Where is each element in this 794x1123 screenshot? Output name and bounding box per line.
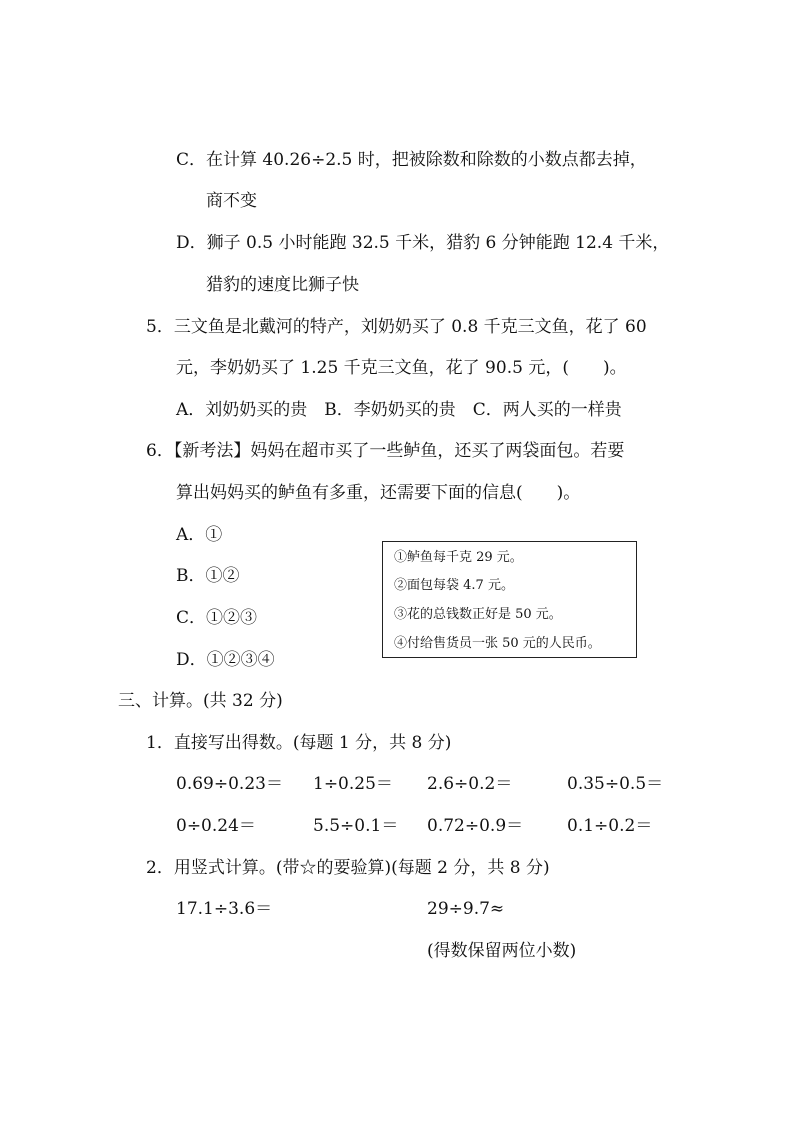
q1-row1-expr: 0.69÷0.23＝ <box>176 774 283 794</box>
q1-row2-expr: 0÷0.24＝ <box>176 816 256 836</box>
q6-line1: 6．【新考法】妈妈在超市买了一些鲈鱼，还买了两袋面包。若要 <box>146 441 625 461</box>
q1-row1-expr: 0.35÷0.5＝ <box>567 774 664 794</box>
section3-q2-title: 2．用竖式计算。(带☆的要验算)(每题 2 分，共 8 分) <box>146 858 550 878</box>
q2-note: (得数保留两位小数) <box>427 941 577 961</box>
q4-option-d-line1: D．狮子 0.5 小时能跑 32.5 千米，猎豹 6 分钟能跑 12.4 千米， <box>176 233 670 253</box>
q6-line2: 算出妈妈买的鲈鱼有多重，还需要下面的信息( )。 <box>176 483 581 503</box>
info-box-item: ②面包每袋 4.7 元。 <box>394 578 514 593</box>
q5-line1: 5．三文鱼是北戴河的特产，刘奶奶买了 0.8 千克三文鱼，花了 60 <box>146 317 647 337</box>
q4-option-c-line1: C．在计算 40.26÷2.5 时，把被除数和除数的小数点都去掉， <box>176 150 647 170</box>
q4-option-d-line2: 猎豹的速度比狮子快 <box>206 275 359 295</box>
q6-option-a: A．① <box>176 525 223 545</box>
section3-title: 三、计算。(共 32 分) <box>118 691 283 711</box>
q1-row1-expr: 2.6÷0.2＝ <box>427 774 513 794</box>
info-box-item: ①鲈鱼每千克 29 元。 <box>394 550 523 565</box>
q6-option-c: C．①②③ <box>176 608 258 628</box>
q5-line2: 元，李奶奶买了 1.25 千克三文鱼，花了 90.5 元，( )。 <box>176 358 627 378</box>
q1-row2-expr: 0.1÷0.2＝ <box>567 816 653 836</box>
info-box-item: ③花的总钱数正好是 50 元。 <box>394 607 562 622</box>
section3-q1-title: 1．直接写出得数。(每题 1 分，共 8 分) <box>146 733 452 753</box>
q1-row2-expr: 5.5÷0.1＝ <box>313 816 399 836</box>
q2-expr: 29÷9.7≈ <box>427 899 505 919</box>
q2-expr: 17.1÷3.6＝ <box>176 899 273 919</box>
q1-row1-expr: 1÷0.25＝ <box>313 774 393 794</box>
q1-row2-expr: 0.72÷0.9＝ <box>427 816 524 836</box>
q6-option-d: D．①②③④ <box>176 650 275 670</box>
q5-options: A．刘奶奶买的贵 B．李奶奶买的贵 C．两人买的一样贵 <box>176 400 622 420</box>
info-box-item: ④付给售货员一张 50 元的人民币。 <box>394 636 601 651</box>
q6-option-b: B．①② <box>176 566 240 586</box>
q6-info-box <box>382 541 637 658</box>
q4-option-c-line2: 商不变 <box>206 191 257 211</box>
